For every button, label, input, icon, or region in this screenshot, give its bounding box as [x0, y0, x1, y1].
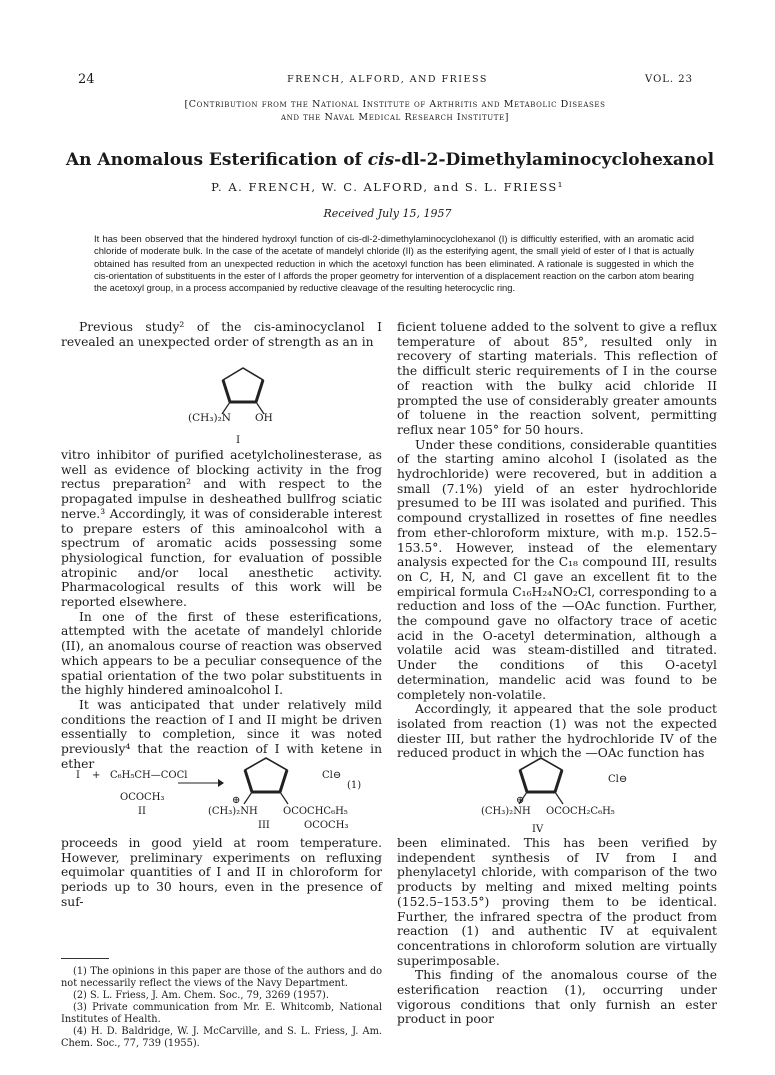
abstract: It has been observed that the hindered hydroxyl function of cis-dl-2-dimethylaminocyclohexanol (I) is difficultly esterified, with an aromatic acid chloride of moderate bulk. In the case of the acetate of mandelyl chloride (II) as the esterifying agent, the small yield of ester of I that is actually obtained has resulted from an unexpected reduction in which the acetoxyl function has been eliminated. A rationale is suggested in which the cis-orientation of substituents in the ester of I affords the proper geometry for intervention of a displacement reaction on the carbon atom bearing the acetoxyl group, in a process accompanied by reductive cleavage of the resulting heterocyclic ring. — [94, 233, 694, 294]
reaction-product-left: (CH₃)₂NH — [208, 806, 258, 817]
reaction-plus-charge: ⊕ — [232, 795, 241, 806]
reaction-product-sub: OCOCH₃ — [304, 820, 349, 831]
structure-IV-label: IV — [532, 824, 544, 835]
left-col-body — [61, 448, 382, 771]
title-pre: An Anomalous Esterification of — [65, 150, 368, 170]
reaction-reactant-I: I — [76, 770, 80, 781]
reaction-eq-number: (1) — [347, 780, 362, 791]
paragraph: Previous study² of the cis-aminocyclanol I revealed an unexpected order of strength as an in — [61, 320, 382, 349]
received-date: Received July 15, 1957 — [323, 207, 452, 220]
footnote: (4) H. D. Baldridge, W. J. McCarville, and S. L. Friess, J. Am. Chem. Soc., 77, 739 (1955). — [61, 1026, 382, 1049]
paragraph: This finding of the anomalous course of the esterification reaction (1), occurring under vigorous conditions that only furnish an ester product in poor — [397, 968, 717, 1027]
structure-I-ring — [208, 362, 278, 418]
paragraph: ficient toluene added to the solvent to give a reflux temperature of about 85°, resulted only in recovery of starting materials. This reflection of the difficult steric requirements of I in the course of reaction with the bulky acid chloride II prompted the use of considerably greater amounts of toluene in the reaction solvent, permitting reflux near 105° for 50 hours. — [397, 320, 717, 437]
structure-IV-plus-charge: ⊕ — [516, 795, 525, 806]
structure-IV-left: (CH₃)₂NH — [481, 806, 531, 817]
product-III-ring — [230, 752, 302, 808]
title-cis: cis — [367, 150, 395, 170]
paragraph: Under these conditions, considerable quantities of the starting amino alcohol I (isolated as the hydrochloride) were recovered, but in addition a small (7.1%) yield of an ester hydrochloride presumed to be III was isolated and purified. This compound crystallized in rosettes of fine needles from ether-chloroform mixture, with m.p. 152.5–153.5°. However, instead of the elementary analysis expected for the C₁₈ compound III, results on C, H, N, and Cl gave an excellent fit to the empirical formula C₁₆H₂₄NO₂Cl, corresponding to a reduction and loss of the —OAc function. Further, the compound gave no olfactory trace of acetic acid in the O-acetyl determination, although a volatile acid was steam-distilled and titrated. Under the conditions of this O-acetyl determination, mandelic acid was found to be completely non-volatile. — [397, 437, 717, 702]
structure-I-left: (CH₃)₂N — [188, 412, 231, 424]
contribution-line-2: and the Naval Medical Research Institute] — [280, 112, 510, 123]
paragraph: proceeds in good yield at room temperature. However, preliminary experiments on refluxing equimolar quantities of I and II in chloroform for periods up to 30 hours, even in the presence of suf- — [61, 836, 382, 909]
reaction-reagent-label: II — [138, 806, 146, 817]
reaction-product-label: III — [258, 820, 270, 831]
left-col-intro — [61, 320, 382, 349]
reaction-plus: + — [92, 770, 101, 781]
footnotes — [61, 966, 382, 1050]
volume-label: VOL. 23 — [645, 74, 693, 85]
contribution-note — [100, 98, 690, 124]
reaction-arrow — [178, 778, 224, 788]
reaction-reagent: C₆H₅CH—COCl — [110, 770, 188, 781]
reaction-reagent-sub: OCOCH₃ — [120, 792, 165, 803]
right-col-body — [397, 320, 717, 761]
page-number: 24 — [78, 72, 95, 87]
contribution-line-1: [Contribution from the National Institute of Arthritis and Metabolic Diseases — [184, 99, 606, 110]
footnote-rule — [61, 958, 109, 959]
author-list: P. A. FRENCH, W. C. ALFORD, and S. L. FRIESS¹ — [211, 180, 564, 194]
structure-I-label: I — [236, 434, 241, 446]
article-title — [60, 150, 720, 170]
footnote: (3) Private communication from Mr. E. Whitcomb, National Institutes of Health. — [61, 1002, 382, 1025]
paragraph: Accordingly, it appeared that the sole product isolated from reaction (1) was not the expected diester III, but rather the hydrochloride IV of the reduced product in which the —OAc function has — [397, 702, 717, 761]
paragraph: vitro inhibitor of purified acetylcholinesterase, as well as evidence of blocking activity in the frog rectus preparation² and with respect to the propagated impulse in desheathed bullfrog sciatic nerve.³ Accordingly, it was of considerable interest to prepare esters of this aminoalcohol with a spectrum of aromatic acids possessing some physiological function, for evaluation of possible atropinic and/or local anesthetic activity. Pharmacological results of this work will be reported elsewhere. — [61, 448, 382, 610]
structure-I-right: OH — [255, 412, 273, 424]
running-title: FRENCH, ALFORD, AND FRIESS — [287, 74, 488, 85]
paragraph: In one of the first of these esterifications, attempted with the acetate of mandelyl chloride (II), an anomalous course of reaction was observed which appears to be a peculiar consequence of the spatial orientation of the two polar substituents in the highly hindered aminoalcohol I. — [61, 609, 382, 698]
title-post: -dl-2-Dimethylaminocyclohexanol — [394, 150, 715, 170]
structure-IV-right: OCOCH₂C₆H₅ — [546, 806, 615, 817]
reaction-chloride: Cl⊖ — [322, 770, 342, 781]
paragraph: been eliminated. This has been verified by independent synthesis of IV from I and phenylacetyl chloride, with comparison of the two products by melting and mixed melting points (152.5–153.5°) proving them to be identical. Further, the infrared spectra of the product from reaction (1) and authentic IV at equivalent concentrations in chloroform solution are virtually superimposable. — [397, 836, 717, 968]
footnote: (2) S. L. Friess, J. Am. Chem. Soc., 79, 3269 (1957). — [73, 990, 329, 1001]
structure-IV-chloride: Cl⊖ — [608, 774, 628, 785]
left-col-bottom — [61, 836, 382, 910]
paragraph: It was anticipated that under relatively mild conditions the reaction of I and II might be driven essentially to completion, since it was noted previously⁴ that the reaction of I with ketene in ether — [61, 697, 382, 771]
footnote: (1) The opinions in this paper are those of the authors and do not necessarily reflect the views of the Navy Department. — [61, 966, 382, 989]
reaction-product-right: OCOCHC₆H₅ — [283, 806, 348, 817]
right-col-bottom — [397, 836, 717, 1027]
